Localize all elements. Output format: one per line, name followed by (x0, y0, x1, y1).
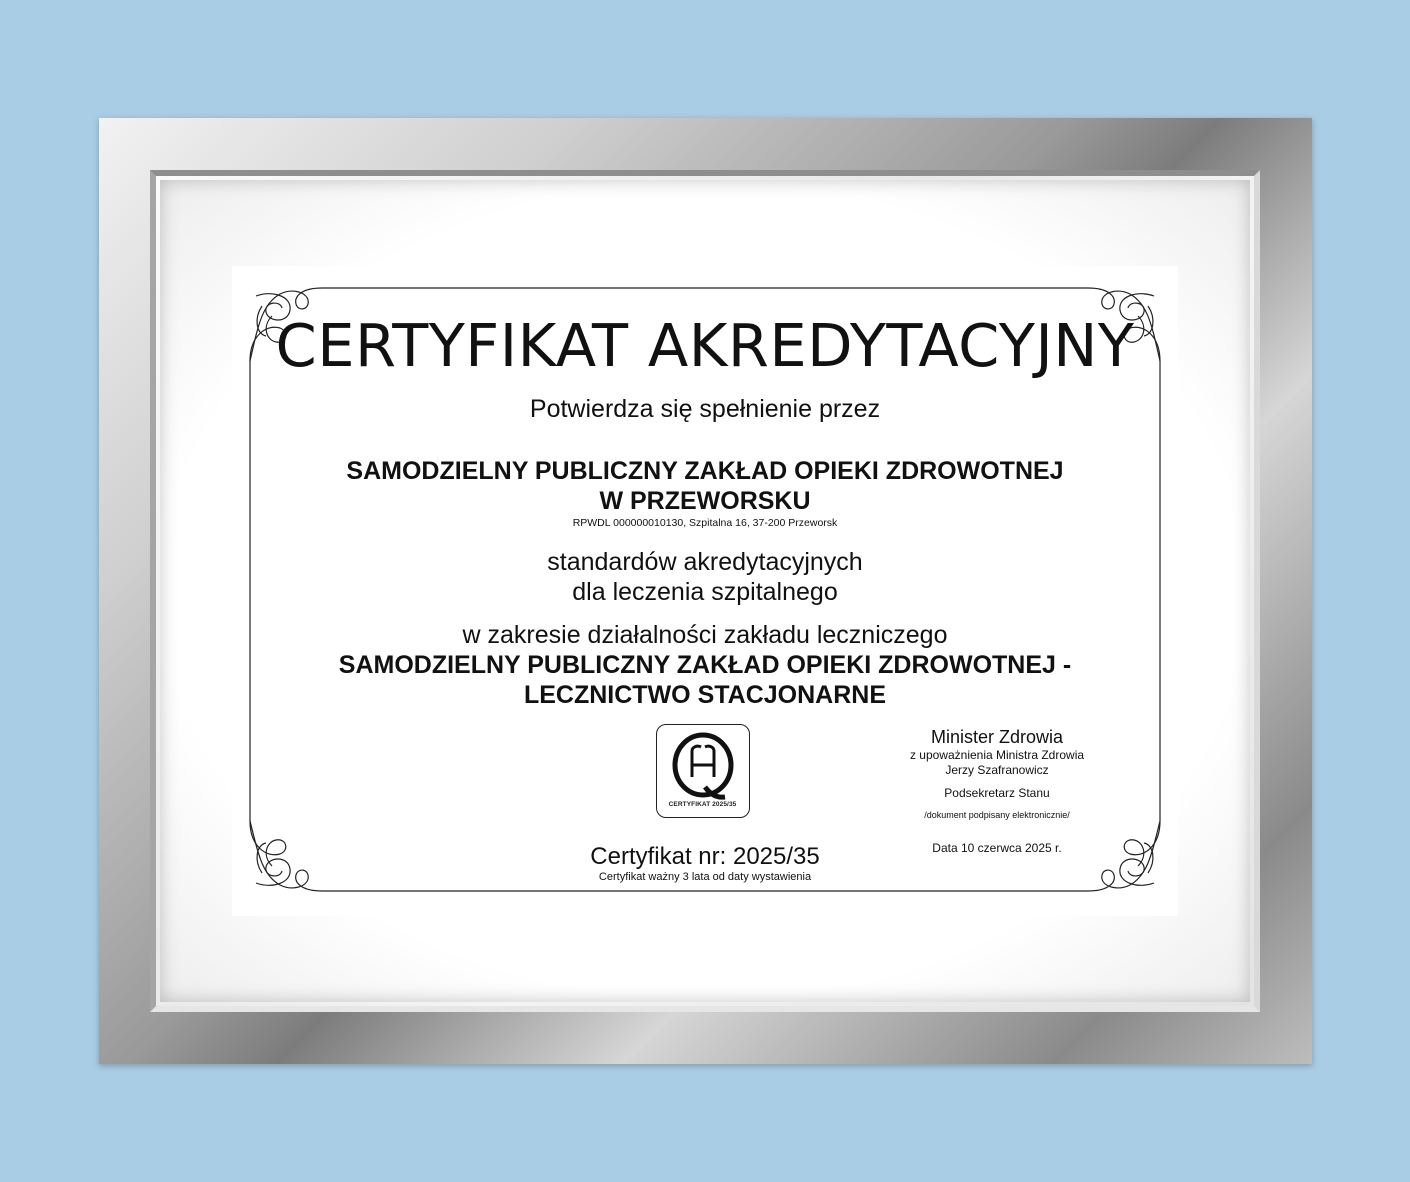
organization-name-line-2: W PRZEWORSKU (599, 487, 811, 515)
unit-name-line-1: SAMODZIELNY PUBLICZNY ZAKŁAD OPIEKI ZDROWOTNEJ - (338, 651, 1072, 679)
certificate-number: Certyfikat nr: 2025/35 (590, 843, 820, 870)
confirmation-text: Potwierdza się spełnienie przez (529, 395, 881, 423)
unit-name (232, 650, 1178, 710)
issue-date: Data 10 czerwca 2025 r. (932, 841, 1062, 855)
certificate-validity: Certyfikat ważny 3 lata od daty wystawienia (598, 871, 812, 883)
standards-text (232, 547, 1178, 607)
signatory-name: Jerzy Szafranowicz (945, 763, 1049, 777)
unit-name-line-2: LECZNICTWO STACJONARNE (523, 681, 887, 709)
signatory-title: Podsekretarz Stanu (944, 786, 1050, 800)
accreditation-logo (656, 724, 750, 818)
logo-caption: CERTYFIKAT 2025/35 (668, 801, 737, 808)
standards-line-2: dla leczenia szpitalnego (572, 578, 838, 606)
scope-text: w zakresie działalności zakładu leczniczego (462, 621, 948, 649)
organization-name (232, 456, 1178, 516)
signature-note: /dokument podpisany elektronicznie/ (924, 810, 1070, 820)
certificate-title: CERTYFIKAT AKREDYTACYJNY (275, 311, 1135, 380)
organization-address: RPWDL 000000010130, Szpitalna 16, 37-200 Przeworsk (572, 517, 838, 529)
organization-name-line-1: SAMODZIELNY PUBLICZNY ZAKŁAD OPIEKI ZDROWOTNEJ (346, 457, 1064, 485)
standards-line-1: standardów akredytacyjnych (547, 548, 863, 576)
certificate-paper (232, 266, 1178, 916)
signatory-authorization: z upoważnienia Ministra Zdrowia (909, 748, 1085, 762)
signatory-role: Minister Zdrowia (930, 727, 1064, 747)
